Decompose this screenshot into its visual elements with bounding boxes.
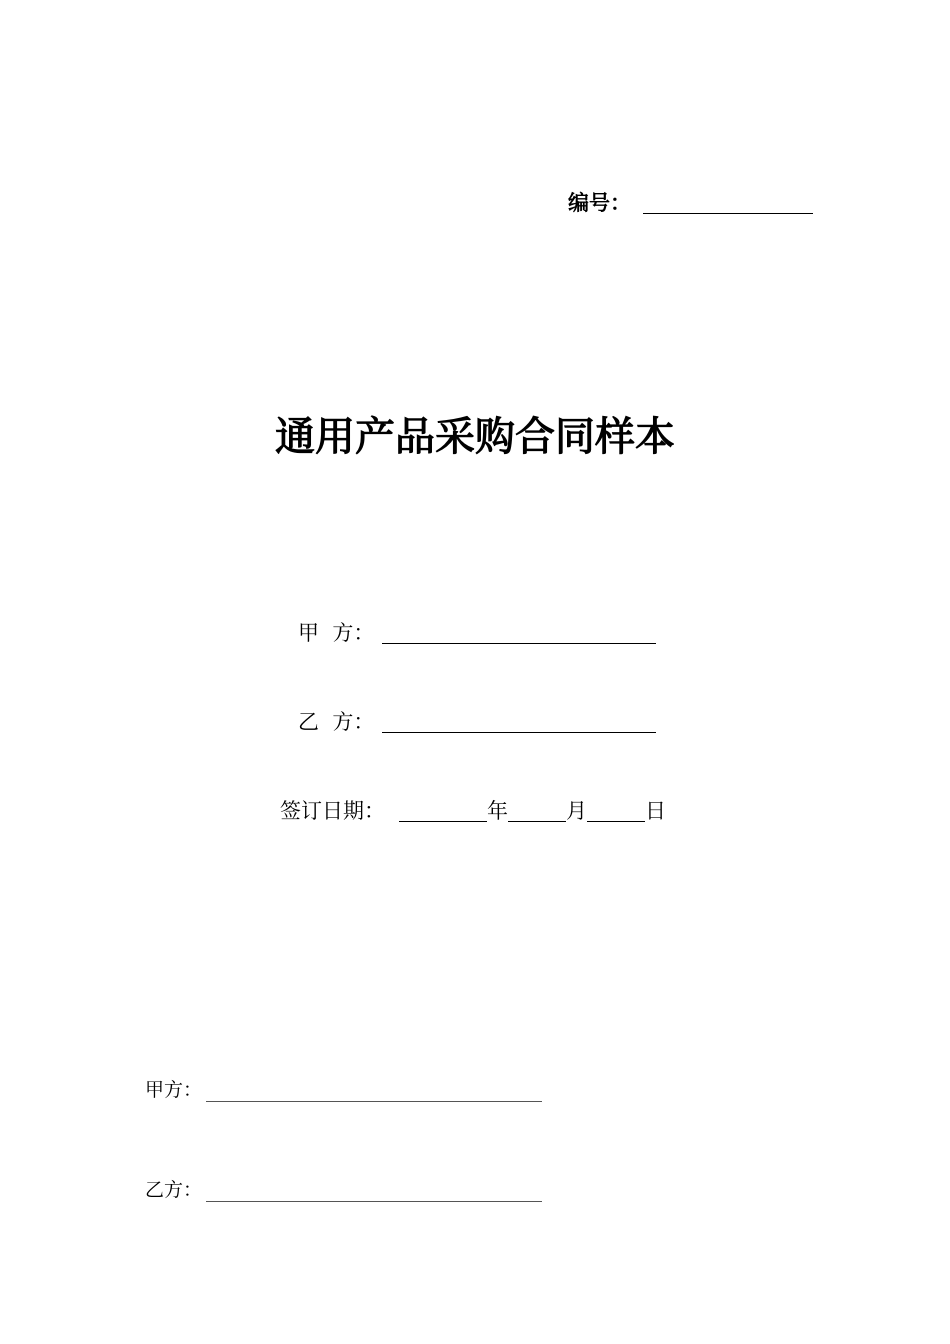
signature-party-b-row xyxy=(145,1176,542,1204)
year-label: 年 xyxy=(487,799,508,823)
serial-number-label: 编号： xyxy=(568,191,631,215)
document-title: 通用产品采购合同样本 xyxy=(275,414,675,460)
serial-number-blank xyxy=(643,213,813,214)
year-blank xyxy=(399,821,487,822)
party-a-row xyxy=(298,618,656,648)
day-label: 日 xyxy=(645,799,666,823)
day-blank xyxy=(587,821,645,822)
serial-number-row xyxy=(568,188,813,218)
sign-date-row xyxy=(280,796,666,826)
party-b-blank xyxy=(382,732,656,733)
party-b-row xyxy=(298,707,656,737)
month-label: 月 xyxy=(566,799,587,823)
signature-party-a-row xyxy=(145,1076,542,1104)
sign-date-label: 签订日期： xyxy=(280,799,385,823)
month-blank xyxy=(508,821,566,822)
signature-party-b-label: 乙方： xyxy=(145,1179,203,1201)
party-a-label: 甲 方： xyxy=(298,621,375,645)
signature-party-a-blank xyxy=(206,1101,542,1102)
party-a-blank xyxy=(382,643,656,644)
signature-party-a-label: 甲方： xyxy=(145,1079,203,1101)
party-b-label: 乙 方： xyxy=(298,710,375,734)
signature-party-b-blank xyxy=(206,1201,542,1202)
